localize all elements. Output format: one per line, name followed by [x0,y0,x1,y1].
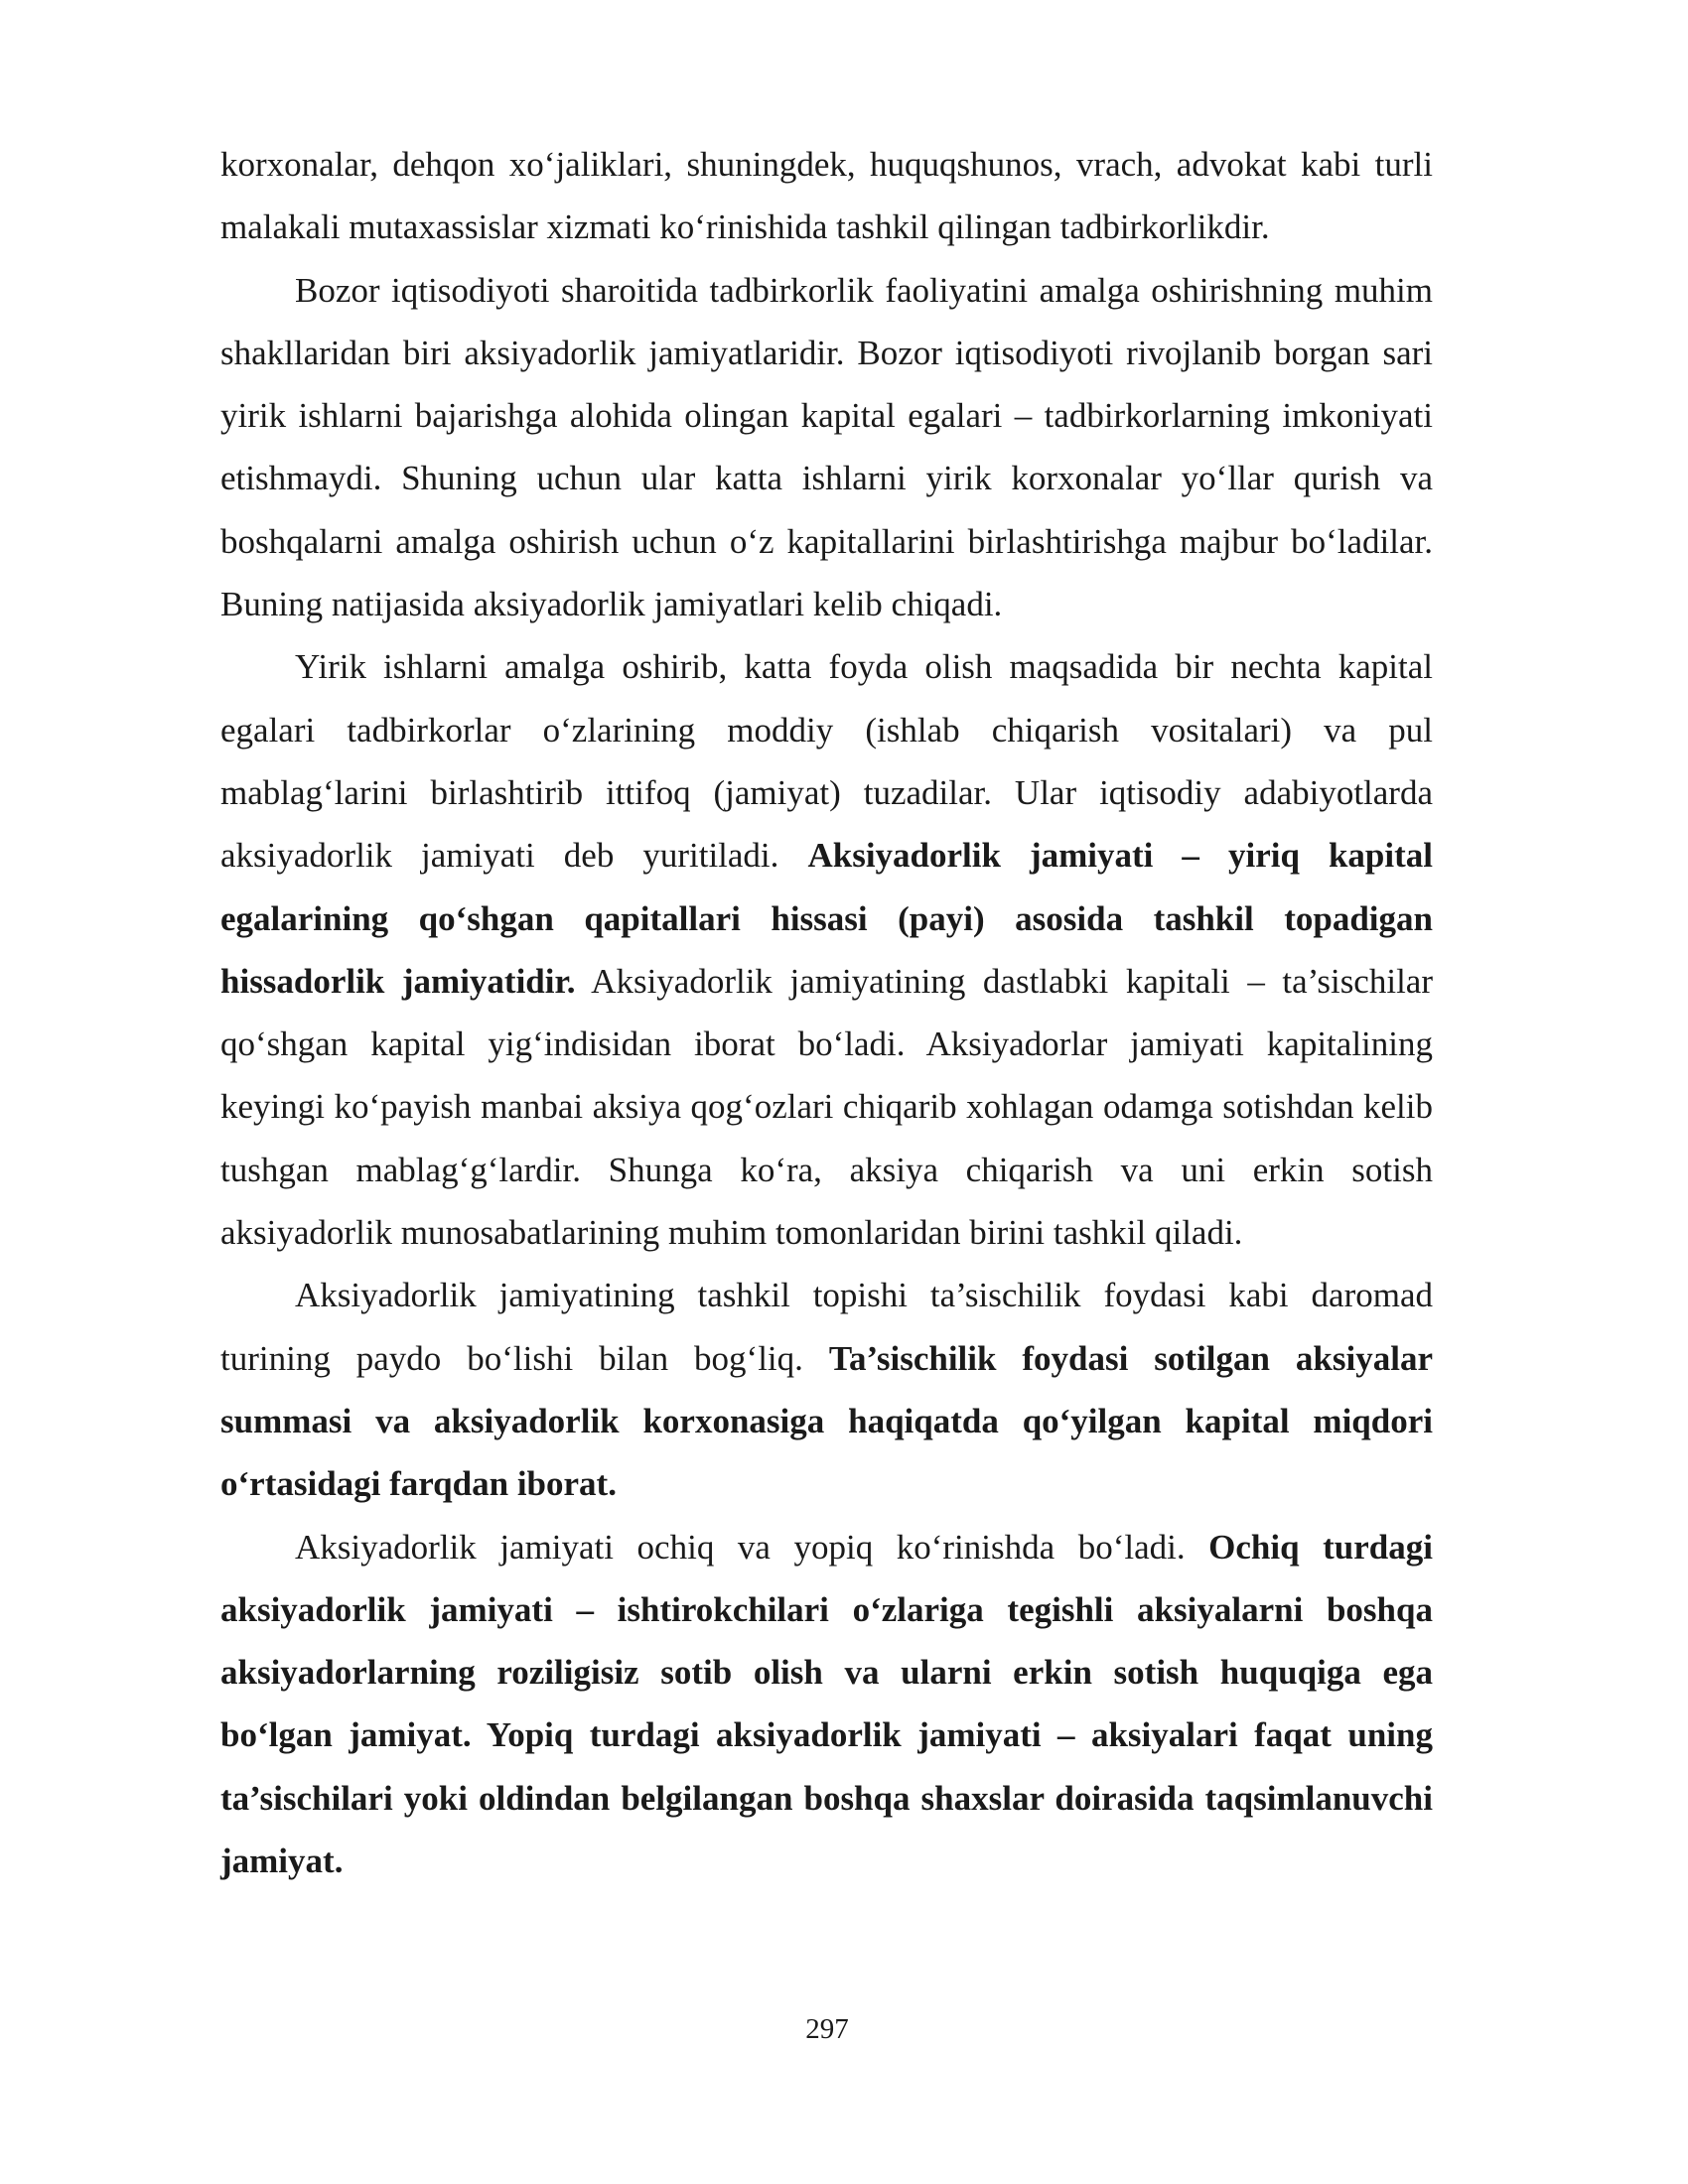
paragraph-4-definition: Ta’sischilik foydasi sotilgan aksiyalar summasi va aksiyadorlik korxonasiga haqiqatda qo‘yilgan kapital miqdori o‘rtasidagi farqdan iborat. [220,1338,1433,1504]
paragraph-1-text: korxonalar, dehqon xo‘jaliklari, shuningdek, huquqshunos, vrach, advokat kabi turli malakali mutaxassislar xizmati ko‘rinishida tashkil qilingan tadbirkorlikdir. [220,145,1433,247]
paragraph-3-text-a: Yirik ishlarni amalga oshirib, katta foyda olish maqsadida bir nechta kapital egalari tadbirkorlar o‘zlarining moddiy (ishlab chiqarish vositalari) va pul mablag‘larini birlashtirib ittifoq (jamiyat) tuzadilar. Ular iqtisodiy adabiyotlarda aksiyadorlik jamiyati deb yuritiladi. [220,647,1433,876]
paragraph-5-definition: Ochiq turdagi aksiyadorlik jamiyati – ishtirokchilari o‘zlariga tegishli aksiyalarni boshqa aksiyadorlarning roziligisiz sotib olish va ularni erkin sotish huquqiga ega bo‘lgan jamiyat. Yopiq turdagi aksiyadorlik jamiyati – aksiyalari faqat uning ta’sischilari yoki oldindan belgilangan boshqa shaxslar doirasida taqsimlanuvchi jamiyat. [220,1527,1433,1881]
paragraph-5 [220,1516,1433,1893]
paragraph-2 [220,259,1433,636]
page-body [220,133,1433,1892]
paragraph-3 [220,635,1433,1264]
paragraph-1 [220,133,1433,259]
page-number: 297 [805,2013,849,2045]
paragraph-4 [220,1264,1433,1515]
paragraph-5-text: Aksiyadorlik jamiyati ochiq va yopiq ko‘rinishda bo‘ladi. [295,1527,1209,1567]
paragraph-3-definition: Aksiyadorlik jamiyati – yiriq kapital egalarining qo‘shgan qapitallari hissasi (payi) asosida tashkil topadigan hissadorlik jamiyatidir. [220,836,1433,1001]
paragraph-4-text: Aksiyadorlik jamiyatining tashkil topishi ta’sischilik foydasi kabi daromad turining paydo bo‘lishi bilan bog‘liq. [220,1276,1433,1378]
paragraph-2-text: Bozor iqtisodiyoti sharoitida tadbirkorlik faoliyatini amalga oshirishning muhim shakllaridan biri aksiyadorlik jamiyatlaridir. Bozor iqtisodiyoti rivojlanib borgan sari yirik ishlarni bajarishga alohida olingan kapital egalari – tadbirkorlarning imkoniyati etishmaydi. Shuning uchun ular katta ishlarni yirik korxonalar yo‘llar qurish va boshqalarni amalga oshirish uchun o‘z kapitallarini birlashtirishga majbur bo‘ladilar. Buning natijasida aksiyadorlik jamiyatlari kelib chiqadi. [220,270,1433,624]
paragraph-3-text-b: Aksiyadorlik jamiyatining dastlabki kapitali – ta’sischilar qo‘shgan kapital yig‘indisidan iborat bo‘ladi. Aksiyadorlar jamiyati kapitalining keyingi ko‘payish manbai aksiya qog‘ozlari chiqarib xohlagan odamga sotishdan kelib tushgan mablag‘g‘lardir. Shunga ko‘ra, aksiya chiqarish va uni erkin sotish aksiyadorlik munosabatlarining muhim tomonlaridan birini tashkil qiladi. [220,961,1433,1253]
